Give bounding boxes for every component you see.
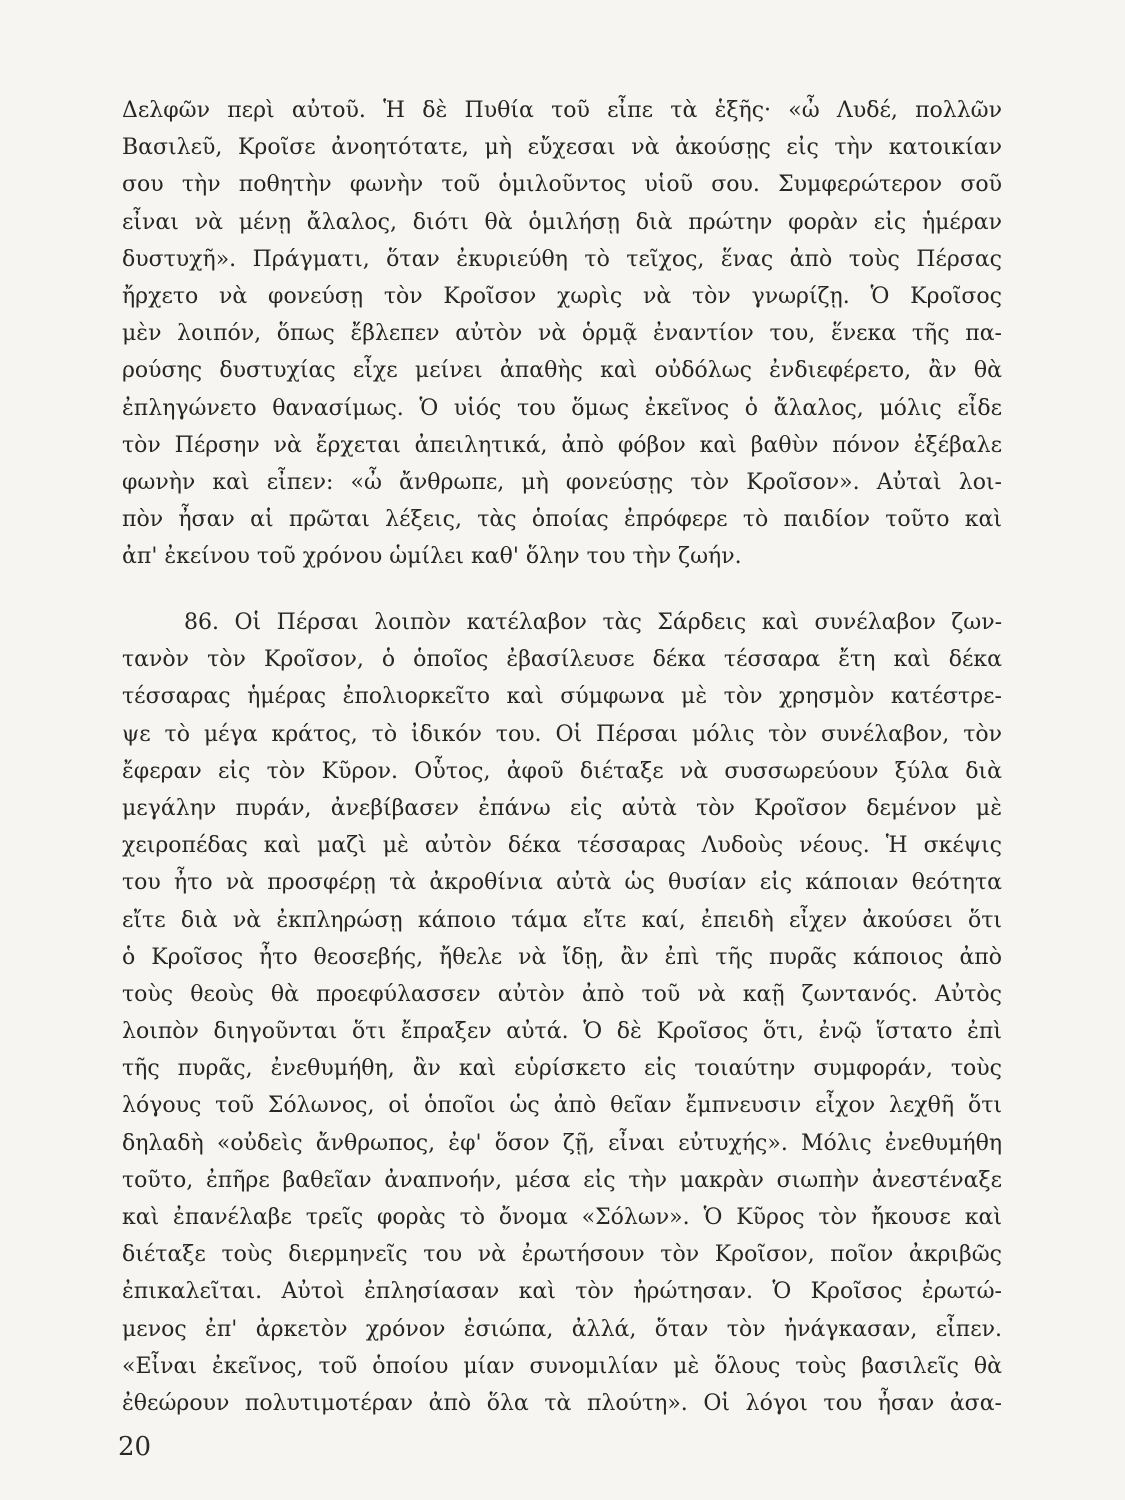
text-line: τοὺς θεοὺς θὰ προεφύλασσεν αὐτὸν ἀπὸ τοῦ νὰ καῇ ζωντανός. Αὐτὸς bbox=[122, 981, 1002, 1007]
text-line: τανὸν τὸν Κροῖσον, ὁ ὁποῖος ἐβασίλευσε δέκα τέσσαρα ἔτη καὶ δέκα bbox=[122, 647, 1002, 673]
text-line: λόγους τοῦ Σόλωνος, οἱ ὁποῖοι ὡς ἀπὸ θεῖαν ἔμπνευσιν εἶχον λεχθῆ ὅτι bbox=[122, 1093, 1002, 1119]
text-line: ἀπ' ἐκείνου τοῦ χρόνου ὡμίλει καθ' ὅλην του τὴν ζωήν. bbox=[122, 544, 742, 570]
paragraph-86 bbox=[122, 604, 1002, 1422]
text-line: μὲν λοιπόν, ὅπως ἔβλεπεν αὐτὸν νὰ ὁρμᾷ ἐναντίον του, ἕνεκα τῆς πα- bbox=[122, 321, 1002, 347]
text-line: ἔφεραν εἰς τὸν Κῦρον. Οὗτος, ἀφοῦ διέταξε νὰ συσσωρεύουν ξύλα διὰ bbox=[122, 758, 1002, 784]
text-line: ὁ Κροῖσος ἦτο θεοσεβής, ἤθελε νὰ ἴδῃ, ἂν ἐπὶ τῆς πυρᾶς κάποιος ἀπὸ bbox=[122, 944, 1002, 970]
text-line: ἐπικαλεῖται. Αὐτοὶ ἐπλησίασαν καὶ τὸν ἠρώτησαν. Ὁ Κροῖσος ἐρωτώ- bbox=[122, 1279, 1002, 1305]
text-line: εἶναι νὰ μένῃ ἄλαλος, διότι θὰ ὁμιλήσῃ διὰ πρώτην φορὰν εἰς ἡμέραν bbox=[122, 209, 1002, 235]
text-line: ἤρχετο νὰ φονεύσῃ τὸν Κροῖσον χωρὶς νὰ τὸν γνωρίζῃ. Ὁ Κροῖσος bbox=[122, 283, 1002, 309]
paragraph-continued bbox=[122, 92, 1002, 575]
page-number: 20 bbox=[118, 1432, 152, 1462]
text-line: πὸν ἦσαν αἱ πρῶται λέξεις, τὰς ὁποίας ἐπρόφερε τὸ παιδίον τοῦτο καὶ bbox=[122, 507, 1002, 533]
text-line: εἴτε διὰ νὰ ἐκπληρώσῃ κάποιο τάμα εἴτε καί, ἐπειδὴ εἶχεν ἀκούσει ὅτι bbox=[122, 907, 1002, 933]
text-line: Βασιλεῦ, Κροῖσε ἀνοητότατε, μὴ εὔχεσαι νὰ ἀκούσῃς εἰς τὴν κατοικίαν bbox=[122, 135, 1002, 161]
text-line: τέσσαρας ἡμέρας ἐπολιορκεῖτο καὶ σύμφωνα μὲ τὸν χρησμὸν κατέστρε- bbox=[122, 684, 1002, 710]
text-line: δηλαδὴ «οὐδεὶς ἄνθρωπος, ἐφ' ὅσον ζῇ, εἶναι εὐτυχής». Μόλις ἐνεθυμήθη bbox=[122, 1130, 1002, 1156]
text-line: ψε τὸ μέγα κράτος, τὸ ἰδικόν του. Οἱ Πέρσαι μόλις τὸν συνέλαβον, τὸν bbox=[122, 721, 1002, 747]
text-line: χειροπέδας καὶ μαζὶ μὲ αὐτὸν δέκα τέσσαρας Λυδοὺς νέους. Ἡ σκέψις bbox=[122, 833, 1002, 859]
text-line: «Εἶναι ἐκεῖνος, τοῦ ὁποίου μίαν συνομιλίαν μὲ ὅλους τοὺς βασιλεῖς θὰ bbox=[122, 1353, 1002, 1379]
text-line: τῆς πυρᾶς, ἐνεθυμήθη, ἂν καὶ εὑρίσκετο εἰς τοιαύτην συμφοράν, τοὺς bbox=[122, 1056, 1002, 1082]
text-line: διέταξε τοὺς διερμηνεῖς του νὰ ἐρωτήσουν τὸν Κροῖσον, ποῖον ἀκριβῶς bbox=[122, 1242, 1002, 1268]
text-line: 86. Οἱ Πέρσαι λοιπὸν κατέλαβον τὰς Σάρδεις καὶ συνέλαβον ζων- bbox=[184, 610, 1002, 635]
text-line: ἐπληγώνετο θανασίμως. Ὁ υἱός του ὅμως ἐκεῖνος ὁ ἄλαλος, μόλις εἶδε bbox=[122, 395, 1002, 421]
text-line: μενος ἐπ' ἀρκετὸν χρόνον ἐσιώπα, ἀλλά, ὅταν τὸν ἠνάγκασαν, εἶπεν. bbox=[122, 1316, 1002, 1342]
text-line: ρούσης δυστυχίας εἶχε μείνει ἀπαθὴς καὶ οὐδόλως ἐνδιεφέρετο, ἂν θὰ bbox=[122, 358, 1002, 384]
text-line: καὶ ἐπανέλαβε τρεῖς φορὰς τὸ ὄνομα «Σόλων». Ὁ Κῦρος τὸν ἤκουσε καὶ bbox=[122, 1205, 1002, 1230]
text-line: σου τὴν ποθητὴν φωνὴν τοῦ ὁμιλοῦντος υἱοῦ σου. Συμφερώτερον σοῦ bbox=[122, 172, 1002, 198]
text-line: Δελφῶν περὶ αὐτοῦ. Ἡ δὲ Πυθία τοῦ εἶπε τὰ ἑξῆς· «ὦ Λυδέ, πολλῶν bbox=[122, 98, 1002, 123]
text-line: φωνὴν καὶ εἶπεν: «ὦ ἄνθρωπε, μὴ φονεύσῃς τὸν Κροῖσον». Αὐταὶ λοι- bbox=[122, 469, 1002, 495]
text-line: μεγάλην πυράν, ἀνεβίβασεν ἐπάνω εἰς αὐτὰ τὸν Κροῖσον δεμένον μὲ bbox=[122, 795, 1002, 821]
text-line: ἐθεώρουν πολυτιμοτέραν ἀπὸ ὅλα τὰ πλούτη». Οἱ λόγοι του ἦσαν ἀσα- bbox=[122, 1390, 1002, 1416]
text-line: τὸν Πέρσην νὰ ἔρχεται ἀπειλητικά, ἀπὸ φόβον καὶ βαθὺν πόνον ἐξέβαλε bbox=[122, 432, 1002, 458]
text-line: τοῦτο, ἐπῆρε βαθεῖαν ἀναπνοήν, μέσα εἰς τὴν μακρὰν σιωπὴν ἀνεστέναξε bbox=[122, 1167, 1002, 1193]
text-line: του ἦτο νὰ προσφέρῃ τὰ ἀκροθίνια αὐτὰ ὡς θυσίαν εἰς κάποιαν θεότητα bbox=[122, 870, 1002, 896]
text-line: δυστυχῆ». Πράγματι, ὅταν ἐκυριεύθη τὸ τεῖχος, ἕνας ἀπὸ τοὺς Πέρσας bbox=[122, 246, 1002, 272]
text-line: λοιπὸν διηγοῦνται ὅτι ἔπραξεν αὐτά. Ὁ δὲ Κροῖσος ὅτι, ἐνῷ ἵστατο ἐπὶ bbox=[122, 1019, 1002, 1045]
